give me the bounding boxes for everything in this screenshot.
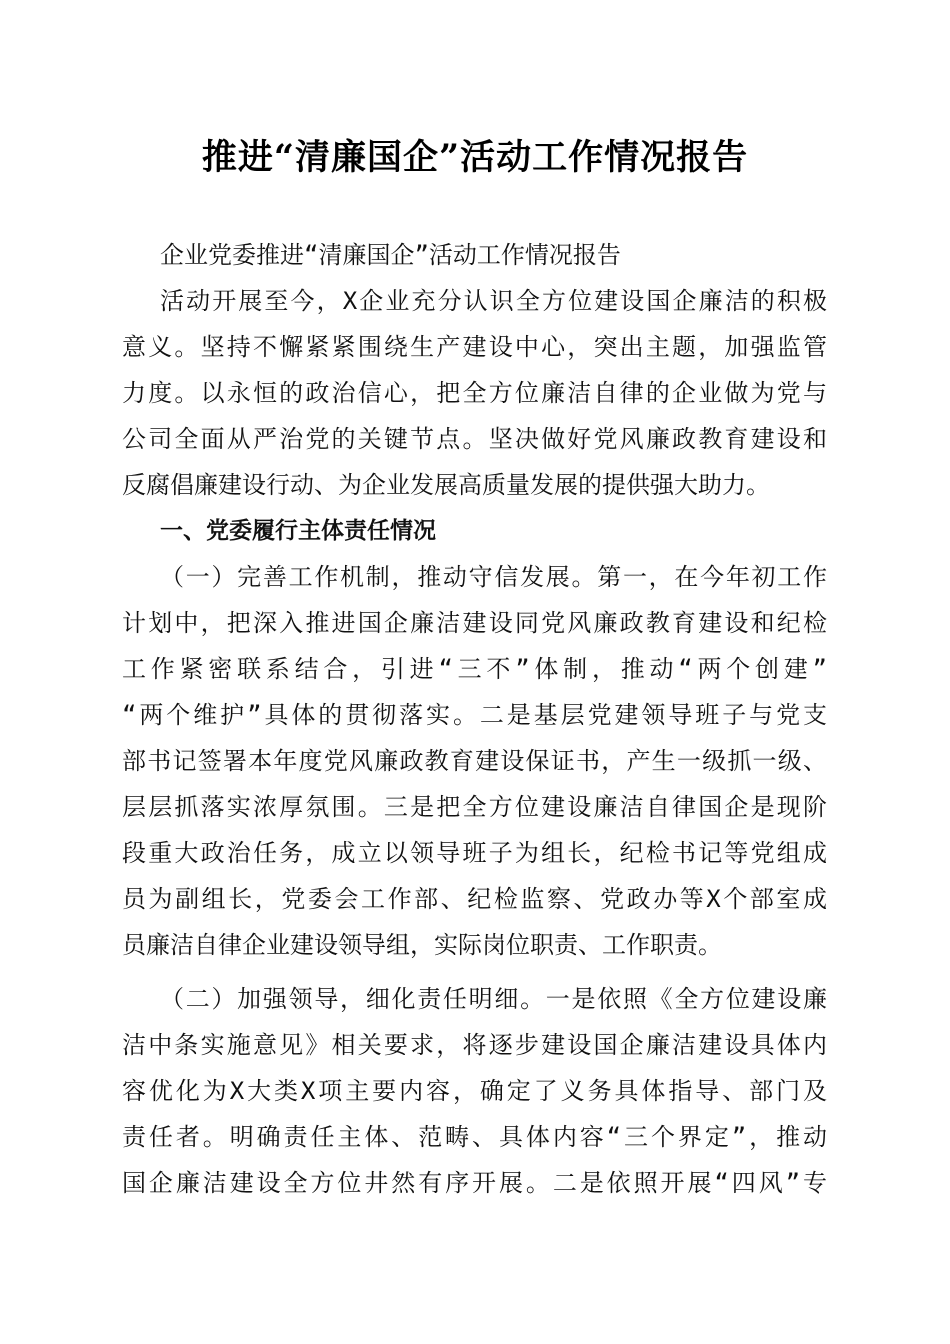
paragraph-line: 工作紧密联系结合，引进“三不”体制，推动“两个创建” (122, 655, 827, 683)
paragraph-line: （二）加强领导，细化责任明细。一是依照《全方位建设廉 (160, 985, 827, 1013)
document-title: 推进“清廉国企”活动工作情况报告 (201, 137, 749, 178)
paragraph-line: 员廉洁自律企业建设领导组，实际岗位职责、工作职责。 (122, 931, 722, 959)
paragraph-line: （一）完善工作机制，推动守信发展。第一，在今年初工作 (160, 563, 827, 591)
paragraph-line: 层层抓落实浓厚氛围。三是把全方位建设廉洁自律国企是现阶 (122, 793, 827, 821)
paragraph-line: 活动开展至今，X企业充分认识全方位建设国企廉洁的积极 (160, 287, 827, 315)
paragraph-line: 国企廉洁建设全方位井然有序开展。二是依照开展“四风”专 (122, 1169, 827, 1197)
subtitle-line: 企业党委推进“清廉国企”活动工作情况报告 (160, 241, 621, 269)
paragraph-line: 员为副组长，党委会工作部、纪检监察、党政办等X个部室成 (122, 885, 827, 913)
paragraph-line: 责任者。明确责任主体、范畴、具体内容“三个界定”，推动 (122, 1123, 827, 1151)
paragraph-line: 容优化为X大类X项主要内容，确定了义务具体指导、部门及 (122, 1077, 827, 1105)
paragraph-line: “两个维护”具体的贯彻落实。二是基层党建领导班子与党支 (122, 701, 827, 729)
paragraph-line: 计划中，把深入推进国企廉洁建设同党风廉政教育建设和纪检 (122, 609, 827, 637)
paragraph-line: 反腐倡廉建设行动、为企业发展高质量发展的提供强大助力。 (122, 471, 770, 499)
paragraph-line: 洁中条实施意见》相关要求，将逐步建设国企廉洁建设具体内 (122, 1031, 827, 1059)
section-heading: 一、党委履行主体责任情况 (160, 518, 436, 544)
paragraph-line: 段重大政治任务，成立以领导班子为组长，纪检书记等党组成 (122, 839, 827, 867)
document-body (122, 232, 827, 1206)
paragraph-line: 部书记签署本年度党风廉政教育建设保证书，产生一级抓一级、 (122, 747, 827, 775)
paragraph-line: 力度。以永恒的政治信心，把全方位廉洁自律的企业做为党与 (122, 379, 827, 407)
paragraph-line: 意义。坚持不懈紧紧围绕生产建设中心，突出主题，加强监管 (122, 333, 827, 361)
paragraph-line: 公司全面从严治党的关键节点。坚决做好党风廉政教育建设和 (122, 425, 827, 453)
